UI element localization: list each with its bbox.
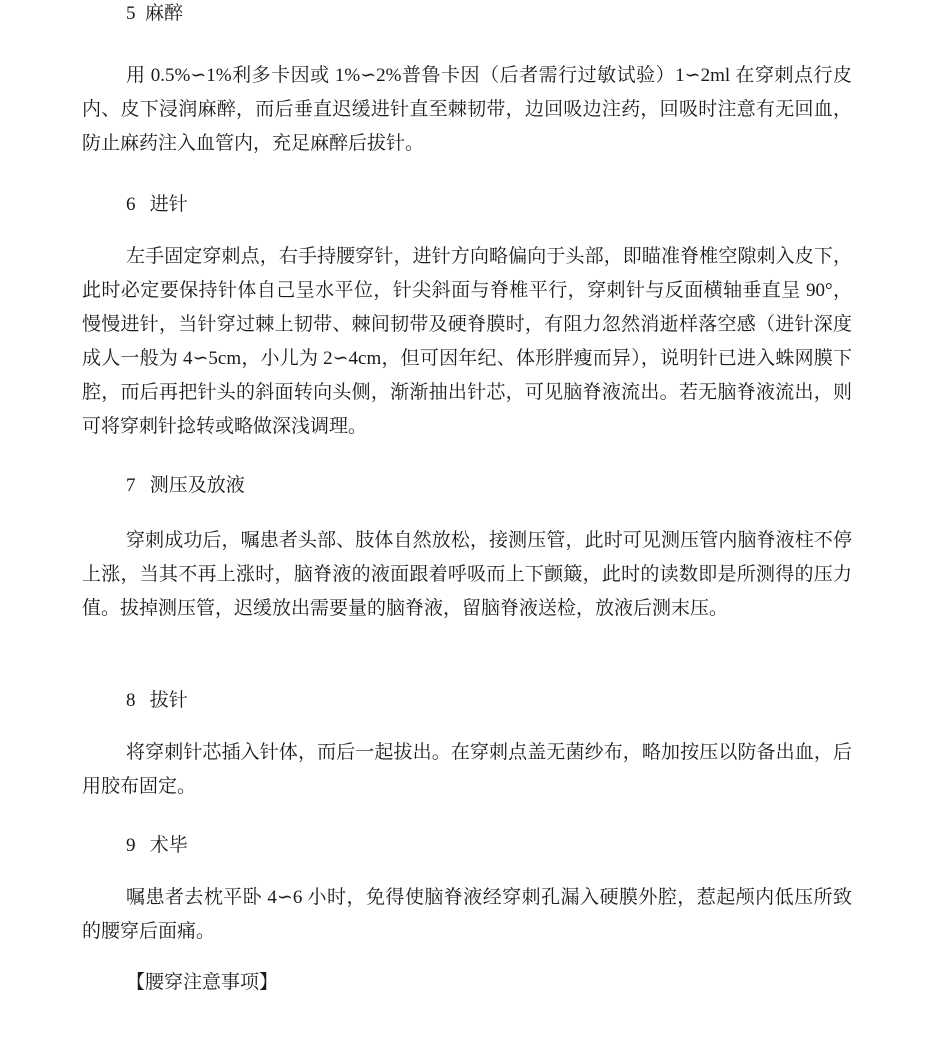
section-9-paragraph: 嘱患者去枕平卧 4∽6 小时，免得使脑脊液经穿刺孔漏入硬膜外腔，惹起颅内低压所致的腰穿后面痛。 (82, 887, 852, 942)
section-7-heading: 7 测压及放液 (126, 475, 245, 496)
notes-heading: 【腰穿注意事项】 (126, 972, 279, 993)
section-6-paragraph: 左手固定穿刺点，右手持腰穿针，进针方向略偏向于头部，即瞄准脊椎空隙刺入皮下，此时必定要保持针体自己呈水平位，针尖斜面与脊椎平行，穿刺针与反面横轴垂直呈 90°，慢慢进针，当针穿过棘上韧带、棘间韧带及硬脊膜时，有阻力忽然消逝样落空感（进针深度成人一般为 4∽5cm，小儿为 2∽4cm，但可因年纪、体形胖瘦而异），说明针已进入蛛网膜下腔，而后再把针头的斜面转向头侧，渐渐抽出针芯，可见脑脊液流出。若无脑脊液流出，则可将穿刺针捻转或略做深浅调理。 (82, 246, 852, 437)
section-6-heading: 6 进针 (126, 194, 188, 215)
section-9-heading: 9 术毕 (126, 835, 188, 856)
section-5-paragraph: 用 0.5%∽1%利多卡因或 1%∽2%普鲁卡因（后者需行过敏试验）1∽2ml 在穿刺点行皮内、皮下浸润麻醉，而后垂直迟缓进针直至棘韧带，边回吸边注药，回吸时注意有无回血，防止麻药注入血管内，充足麻醉后拔针。 (82, 65, 852, 154)
section-5-heading: 5 麻醉 (126, 3, 184, 24)
section-8-heading: 8 拔针 (126, 690, 188, 711)
section-7-paragraph: 穿刺成功后，嘱患者头部、肢体自然放松，接测压管，此时可见测压管内脑脊液柱不停上涨，当其不再上涨时，脑脊液的液面跟着呼吸而上下颤簸，此时的读数即是所测得的压力值。拔掉测压管，迟缓放出需要量的脑脊液，留脑脊液送检，放液后测末压。 (82, 530, 852, 619)
section-8-paragraph: 将穿刺针芯插入针体，而后一起拔出。在穿刺点盖无菌纱布，略加按压以防备出血，后用胶布固定。 (82, 742, 852, 797)
